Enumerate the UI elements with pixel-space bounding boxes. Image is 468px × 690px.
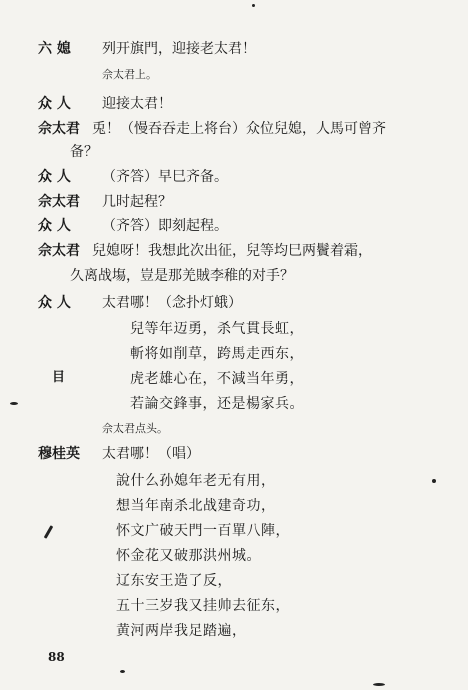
verse-line: 怀金花又破那洪州城。 xyxy=(116,548,261,564)
margin-mark: 目 xyxy=(52,370,66,385)
speaker-label: 穆桂英 xyxy=(38,446,80,462)
dialogue-text: 列开旗門，迎接老太君！ xyxy=(102,41,256,57)
speaker-label: 佘太君 xyxy=(38,243,80,259)
dialogue-text: 几时起程？ xyxy=(102,194,172,210)
verse-line: 說什么孙媳年老无有用， xyxy=(116,473,276,489)
verse-line: 虎老雄心在，不減当年勇， xyxy=(130,371,304,387)
speaker-label: 众 人 xyxy=(38,295,71,311)
ink-speck xyxy=(432,479,436,483)
speaker-label: 众 人 xyxy=(38,218,71,234)
dialogue-text: 太君哪！（念扑灯蛾） xyxy=(102,295,242,311)
speaker-label: 众 人 xyxy=(38,169,71,185)
verse-line: 兒等年迈勇，杀气貫長虹， xyxy=(130,321,304,337)
verse-line: 若論交鋒事，还是楊家兵。 xyxy=(130,396,304,412)
verse-line: 辽东安王造了反， xyxy=(116,573,232,589)
verse-line: 怀文广破天門一百單八陣， xyxy=(116,523,290,539)
page-number: 88 xyxy=(48,650,65,664)
ink-speck xyxy=(373,683,385,686)
speaker-label: 众 人 xyxy=(38,96,71,112)
speaker-label: 佘太君 xyxy=(38,194,80,210)
ink-speck xyxy=(44,525,54,539)
verse-line: 想当年南杀北战建奇功， xyxy=(116,498,276,514)
dialogue-text: （齐答）即刻起程。 xyxy=(102,218,228,234)
verse-line: 斬将如削草，跨馬走西东， xyxy=(130,346,304,362)
stage-direction: 佘太君上。 xyxy=(102,68,157,81)
dialogue-text: 兒媳呀！我想此次出征，兒等均巳两鬢着霜， xyxy=(92,243,372,259)
ink-speck xyxy=(120,670,125,673)
ink-speck xyxy=(252,4,255,7)
dialogue-text: 太君哪！（唱） xyxy=(102,446,200,462)
dialogue-text: 兎！（慢吞吞走上将台）众位兒媳，人馬可曾齐 xyxy=(92,121,386,137)
verse-line: 黄河两岸我足踏遍， xyxy=(116,623,247,639)
speaker-label: 佘太君 xyxy=(38,121,80,137)
stage-direction: 佘太君点头。 xyxy=(102,422,168,435)
dialogue-continuation: 备？ xyxy=(70,144,98,160)
ink-speck xyxy=(10,402,18,405)
dialogue-continuation: 久离战塲，豈是那羌賊李稚的对手？ xyxy=(70,268,294,284)
dialogue-text: （齐答）早巳齐备。 xyxy=(102,169,228,185)
verse-line: 五十三岁我又挂帅去征东， xyxy=(116,598,290,614)
speaker-label: 六 媳 xyxy=(38,41,71,57)
dialogue-text: 迎接太君！ xyxy=(102,96,172,112)
